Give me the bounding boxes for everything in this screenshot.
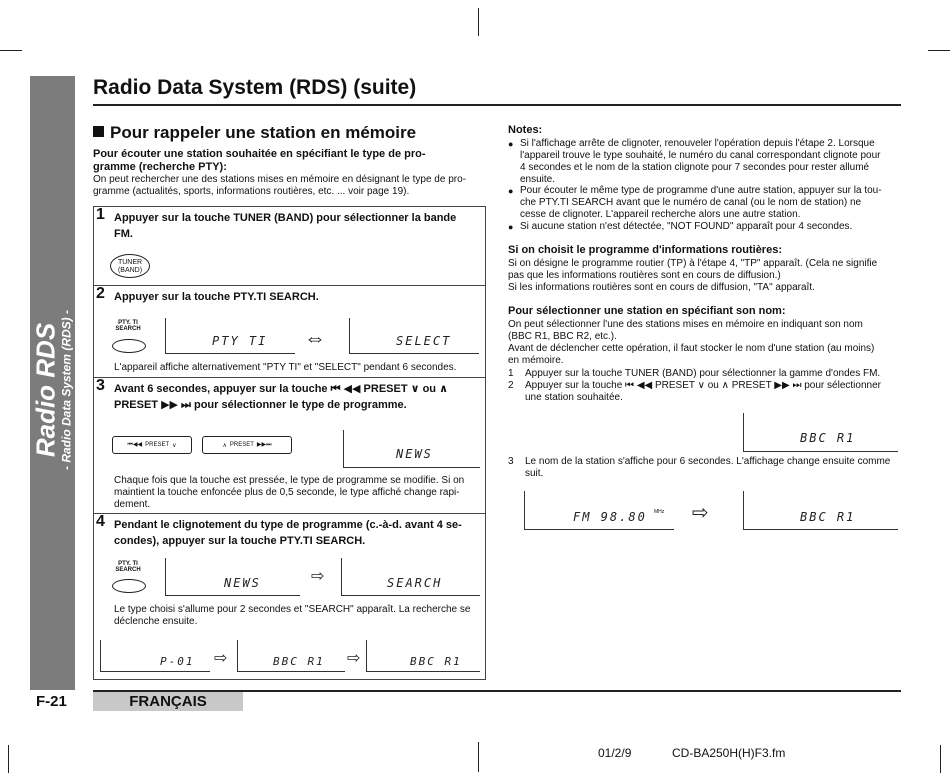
footer-filename: CD-BA250H(H)F3.fm bbox=[672, 746, 786, 760]
step-divider bbox=[93, 377, 486, 378]
chevron-up-icon: ∧ bbox=[222, 442, 227, 449]
language-label: FRANÇAIS bbox=[93, 692, 243, 711]
by-name-heading: Pour sélectionner une station en spécifiant son nom: bbox=[508, 305, 786, 317]
display-text: BBC R1 bbox=[273, 655, 325, 668]
step-3-text-line-1: Avant 6 secondes, appuyer sur la touche ⏮ ◀◀ PRESET ∨ ou ∧ bbox=[114, 383, 449, 395]
page-number: F-21 bbox=[36, 693, 67, 710]
preset-down-button bbox=[112, 436, 192, 454]
display-text: PTY TI bbox=[212, 334, 268, 348]
by-name-line-4: en mémoire. bbox=[508, 355, 564, 366]
step-1-text-line-1: Appuyer sur la touche TUNER (BAND) pour sélectionner la bande bbox=[114, 212, 457, 224]
band-button-label: (BAND) bbox=[117, 267, 143, 274]
preset-up-label: PRESET bbox=[229, 442, 254, 448]
note-bullet: ● Pour écouter le même type de programme d'une autre station, appuyer sur la tou- che PTY.TI SEARCH avant que le numéro de canal (ou le nom de station) ne cesse de clignoter. L'appareil recherche alors une autre station. bbox=[508, 185, 882, 220]
tuner-button-label: TUNER bbox=[117, 259, 143, 266]
display-text: P-01 bbox=[160, 655, 195, 668]
chevron-down-icon: ∨ bbox=[172, 442, 177, 449]
traffic-line-1: Si on désigne le programme routier (TP) à l'étape 4, "TP" apparaît. (Cela ne signifie bbox=[508, 258, 878, 269]
display-text: FM 98.80 bbox=[573, 510, 647, 524]
tuner-band-button bbox=[110, 254, 150, 278]
side-tab-subtitle: - Radio Data System (RDS) - bbox=[59, 309, 74, 471]
bullet-icon: ● bbox=[508, 139, 514, 149]
pty-search-button bbox=[112, 339, 146, 353]
footer-date: 01/2/9 bbox=[598, 746, 632, 760]
step-divider bbox=[93, 513, 486, 514]
step-4-note-line-1: Le type choisi s'allume pour 2 secondes et "SEARCH" apparaît. La recherche se bbox=[114, 604, 471, 615]
step-2-number: 2 bbox=[96, 285, 105, 302]
display-text: SELECT bbox=[396, 334, 452, 348]
arrow-right-icon: ⇨ bbox=[214, 650, 228, 667]
side-tab-text bbox=[31, 310, 74, 470]
traffic-line-3: Si les informations routières sont en cours de diffusion, "TA" apparaît. bbox=[508, 282, 815, 293]
note-bullet: ● Si l'affichage arrête de clignoter, renouveler l'opération depuis l'étape 2. Lorsque l'appareil trouve le type souhaité, le numéro du canal correspondant clignote pour 4 secondes et le nom de la station clignote pour 7 secondes pour rester allumé ensuite. bbox=[508, 138, 881, 185]
crop-mark bbox=[940, 745, 941, 773]
display-text: SEARCH bbox=[387, 576, 443, 590]
section-heading bbox=[93, 123, 416, 143]
bullet-icon: ● bbox=[508, 222, 514, 232]
preset-down-label: PRESET bbox=[145, 442, 170, 448]
page-title: Radio Data System (RDS) (suite) bbox=[93, 76, 417, 99]
square-bullet-icon bbox=[93, 126, 104, 137]
display-text: BBC R1 bbox=[410, 655, 462, 668]
pty-search-button-label: PTY. TI SEARCH bbox=[115, 561, 141, 573]
title-rule bbox=[93, 104, 901, 106]
display-text: NEWS bbox=[224, 576, 261, 590]
crop-mark bbox=[478, 742, 479, 772]
crop-mark bbox=[478, 8, 479, 36]
pty-search-button-label: PTY. TI SEARCH bbox=[115, 320, 141, 332]
by-name-line-3: Avant de déclencher cette opération, il faut stocker le nom d'une station (au moins) bbox=[508, 343, 875, 354]
display-text: BBC R1 bbox=[800, 431, 856, 445]
by-name-line-1: On peut sélectionner l'une des stations mises en mémoire en indiquant son nom bbox=[508, 319, 863, 330]
arrow-right-icon: ⇨ bbox=[692, 502, 709, 524]
bullet-icon: ● bbox=[508, 186, 514, 196]
step-divider bbox=[93, 285, 486, 286]
traffic-heading: Si on choisit le programme d'informations routières: bbox=[508, 244, 782, 256]
step-4-text-line-2: condes), appuyer sur la touche PTY.TI SEARCH. bbox=[114, 535, 366, 547]
step-3-number: 3 bbox=[96, 377, 105, 394]
step-3-note-line-1: Chaque fois que la touche est pressée, le type de programme se modifie. Si on bbox=[114, 475, 465, 486]
step-3-note-line-3: dement. bbox=[114, 499, 151, 510]
step-1-number: 1 bbox=[96, 206, 105, 223]
step-2-text: Appuyer sur la touche PTY.TI SEARCH. bbox=[114, 291, 319, 303]
preset-up-button bbox=[202, 436, 292, 454]
display-text: BBC R1 bbox=[800, 510, 856, 524]
display-text: NEWS bbox=[396, 447, 433, 461]
sub-heading-line-2: gramme (recherche PTY): bbox=[93, 161, 227, 173]
intro-line-2: gramme (actualités, sports, informations routières, etc. ... voir page 19). bbox=[93, 186, 410, 197]
traffic-line-2: pas que les informations routières sont en cours de diffusion.) bbox=[508, 270, 781, 281]
pty-search-button bbox=[112, 579, 146, 593]
by-name-line-2: (BBC R1, BBC R2, etc.). bbox=[508, 331, 617, 342]
notes-title: Notes: bbox=[508, 124, 543, 136]
by-name-step-2: 2 Appuyer sur la touche ⏮ ◀◀ PRESET ∨ ou ∧ PRESET ▶▶ ⏭ pour sélectionner une station souhaitée. bbox=[508, 380, 881, 403]
step-3-note-line-2: maintient la touche enfoncée plus de 0,5 seconde, le type affiché change rapi- bbox=[114, 487, 460, 498]
by-name-step-1: 1 Appuyer sur la touche TUNER (BAND) pour sélectionner la gamme d'ondes FM. bbox=[508, 368, 881, 379]
section-heading-text: Pour rappeler une station en mémoire bbox=[110, 123, 417, 142]
sub-heading-line-1: Pour écouter une station souhaitée en spécifiant le type de pro- bbox=[93, 148, 426, 160]
step-2-note: L'appareil affiche alternativement "PTY TI" et "SELECT" pendant 6 secondes. bbox=[114, 362, 457, 373]
step-3-text-line-2: PRESET ▶▶ ⏭ pour sélectionner le type de programme. bbox=[114, 399, 407, 411]
double-arrow-icon: ⇔ bbox=[304, 325, 326, 350]
crop-mark bbox=[928, 50, 950, 51]
step-4-text-line-1: Pendant le clignotement du type de programme (c.-à-d. avant 4 se- bbox=[114, 519, 462, 531]
step-4-note-line-2: déclenche ensuite. bbox=[114, 616, 198, 627]
step-1-text-line-2: FM. bbox=[114, 228, 133, 240]
side-tab-title: Radio RDS bbox=[30, 322, 61, 458]
step-4-number: 4 bbox=[96, 513, 105, 530]
by-name-step-3: 3 Le nom de la station s'affiche pour 6 secondes. L'affichage change ensuite comme suit. bbox=[508, 456, 891, 479]
note-bullet: ● Si aucune station n'est détectée, "NOT FOUND" apparaît pour 4 secondes. bbox=[508, 221, 853, 232]
arrow-right-icon: ⇨ bbox=[311, 568, 325, 585]
intro-line-1: On peut rechercher une des stations mises en mémoire en désignant le type de pro- bbox=[93, 174, 466, 185]
crop-mark bbox=[8, 745, 9, 773]
display-unit: MHz bbox=[654, 509, 665, 515]
rewind-icon: ⏮◀◀ bbox=[127, 442, 143, 448]
crop-mark bbox=[0, 50, 22, 51]
forward-icon: ▶▶⏭ bbox=[256, 442, 272, 448]
arrow-right-icon: ⇨ bbox=[347, 650, 361, 667]
